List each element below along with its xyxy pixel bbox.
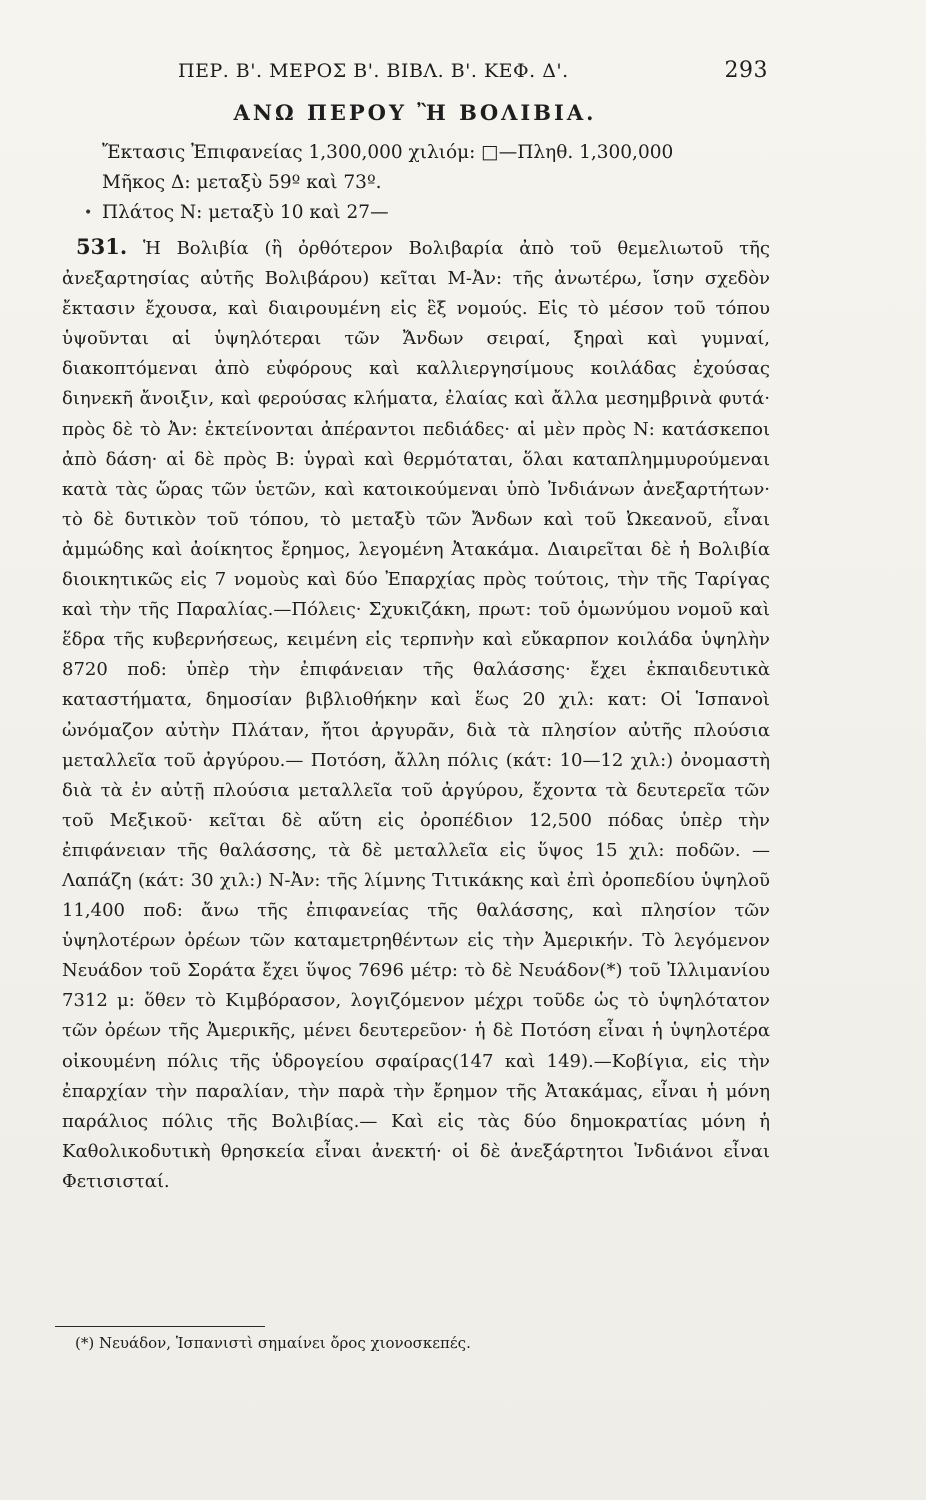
stat-area: Ἔκτασις Ἐπιφανείας 1,300,000 χιλιόμ: □—Πληθ. 1,300,000 <box>102 142 674 163</box>
footnote: (*) Νευάδον, Ἱσπανιστὶ σημαίνει ὄρος χιονοσκεπές. <box>75 1334 471 1352</box>
stat-width: Πλάτος Ν: μεταξὺ 10 καὶ 27— <box>102 202 389 223</box>
paragraph-number: 531. <box>76 234 128 259</box>
footnote-rule <box>55 1326 265 1327</box>
stat-length: Μῆκος Δ: μεταξὺ 59º καὶ 73º. <box>102 172 382 193</box>
paragraph-text: Ἡ Βολιβία (ἢ ὀρθότερον Βολιβαρία ἀπὸ τοῦ θεμελιωτοῦ τῆς ἀνεξαρτησίας αὐτῆς Βολιβάρου) κεῖται Μ-Ἀν: τῆς ἀνωτέρω, ἴσην σχεδὸν ἔκτασιν ἔχουσα, καὶ διαιρουμένη εἰς ἓξ νομούς. Εἰς τὸ μέσον τοῦ τόπου ὑψοῦνται αἱ ὑψηλότεραι τῶν Ἄνδων σειραί, ξηραὶ καὶ γυμναί, διακοπτόμεναι ἀπὸ εὐφόρους καὶ καλλιεργησίμους κοιλάδας ἐχούσας διηνεκῆ ἄνοιξιν, καὶ φερούσας κλήματα, ἐλαίας καὶ ἄλλα μεσημβρινὰ φυτά· πρὸς δὲ τὸ Ἀν: ἐκτείνονται ἀπέραντοι πεδιάδες· αἱ μὲν πρὸς Ν: κατάσκεποι ἀπὸ δάση· αἱ δὲ πρὸς Β: ὑγραὶ καὶ θερμόταται, ὅλαι καταπλημμυρούμεναι κατὰ τὰς ὥρας τῶν ὑετῶν, καὶ κατοικούμεναι ὑπὸ Ἰνδιάνων ἀνεξαρτήτων· τὸ δὲ δυτικὸν τοῦ τόπου, τὸ μεταξὺ τῶν Ἄνδων καὶ τοῦ Ὠκεανοῦ, εἶναι ἀμμώδης καὶ ἀοίκητος ἔρημος, λεγομένη Ἀτακάμα. Διαιρεῖται δὲ ἡ Βολιβία διοικητικῶς εἰς 7 νομοὺς καὶ δύο Ἐπαρχίας πρὸς τούτοις, τὴν τῆς Ταρίγας καὶ τὴν τῆς Παραλίας.—Πόλεις· Σχυκιζάκη, πρωτ: τοῦ ὁμωνύμου νομοῦ καὶ ἕδρα τῆς κυβερνήσεως, κειμένη εἰς τερπνὴν καὶ εὔκαρπον κοιλάδα ὑψηλὴν 8720 ποδ: ὑπὲρ τὴν ἐπιφάνειαν τῆς θαλάσσης· ἔχει ἐκπαιδευτικὰ καταστήματα, δημοσίαν βιβλιοθήκην καὶ ἕως 20 χιλ: κατ: Οἱ Ἱσπανοὶ ὠνόμαζον αὐτὴν Πλάταν, ἤτοι ἀργυρᾶν, διὰ τὰ πλησίον αὐτῆς πλούσια μεταλλεῖα τοῦ ἀργύρου.— Ποτόση, ἄλλη πόλις (κάτ: 10—12 χιλ:) ὀνομαστὴ διὰ τὰ ἐν αὐτῇ πλούσια μεταλλεῖα τοῦ ἀργύρου, ἔχοντα τὰ δευτερεῖα τῶν τοῦ Μεξικοῦ· κεῖται δὲ αὕτη εἰς ὀροπέδιον 12,500 πόδας ὑπὲρ τὴν ἐπιφάνειαν τῆς θαλάσσης, τὰ δὲ μεταλλεῖα εἰς ὕψος 15 χιλ: ποδῶν. — Λαπάζη (κάτ: 30 χιλ:) Ν-Ἀν: τῆς λίμνης Τιτικάκης καὶ ἐπὶ ὀροπεδίου ὑψηλοῦ 11,400 ποδ: ἄνω τῆς ἐπιφανείας τῆς θαλάσσης, καὶ πλησίον τῶν ὑψηλοτέρων ὀρέων τῶν καταμετρηθέντων εἰς τὴν Ἀμερικήν. Τὸ λεγόμενον Νευάδον τοῦ Σοράτα ἔχει ὕψος 7696 μέτρ: τὸ δὲ Νευάδον(*) τοῦ Ἰλλιμανίου 7312 μ: ὅθεν τὸ Κιμβόρασον, λογιζόμενον μέχρι τοῦδε ὡς τὸ ὑψηλότατον τῶν ὀρέων τῆς Ἀμερικῆς, μένει δευτερεῦον· ἡ δὲ Ποτόση εἶναι ἡ ὑψηλοτέρα οἰκουμένη πόλις τῆς ὑδρογείου σφαίρας(147 καὶ 149).—Κοβίγια, εἰς τὴν ἐπαρχίαν τὴν παραλίαν, τὴν παρὰ τὴν ἔρημον τῆς Ἀτακάμας, εἶναι ἡ μόνη παράλιος πόλις τῆς Βολιβίας.— Καὶ εἰς τὰς δύο δημοκρατίας μόνη ἡ Καθολικοδυτικὴ θρησκεία εἶναι ἀνεκτή· οἱ δὲ ἀνεξάρτητοι Ἰνδιάνοι εἶναι Φετισισταί. <box>62 238 770 1192</box>
section-title: ΑΝΩ ΠΕΡΟΥ Ἢ ΒΟΛΙΒΙΑ. <box>233 100 597 125</box>
page-number: 293 <box>724 58 768 83</box>
bullet-mark: • <box>84 205 93 221</box>
running-title: ΠΕΡ. Β'. ΜΕΡΟΣ Β'. ΒΙΒΛ. Β'. ΚΕΦ. Δ'. <box>178 60 569 82</box>
running-header <box>178 58 768 88</box>
paragraph-531 <box>62 232 770 1197</box>
